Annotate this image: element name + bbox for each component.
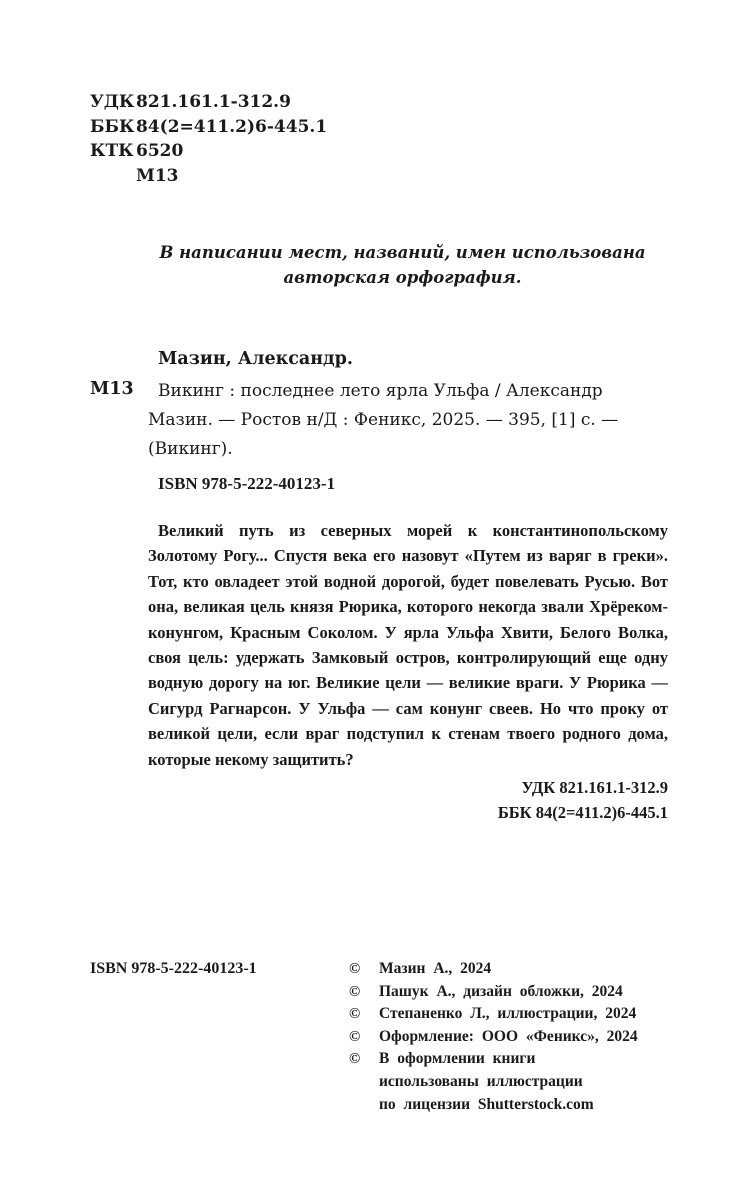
- udk-label: УДК: [90, 92, 135, 112]
- bibliographic-description: [148, 377, 670, 464]
- ktk-row: [90, 139, 327, 164]
- udk-value: 821.161.1-312.9: [136, 92, 291, 112]
- ktk-value: 6520: [136, 141, 184, 161]
- copyright-icon: ©: [349, 1006, 361, 1023]
- bbk-row: [90, 115, 327, 140]
- annotation-bbk: ББК 84(2=411.2)6-445.1: [497, 803, 668, 822]
- spelling-note-line-1: В написании мест, названий, имен использована: [159, 243, 646, 262]
- copyright-continuation: использованы иллюстрации: [379, 1072, 583, 1090]
- author-heading: Мазин, Александр.: [158, 349, 354, 369]
- biblio-line-2: Мазин. — Ростов н/Д : Феникс, 2025. — 395, [1] с. —: [148, 410, 619, 430]
- author-sign-label: М13: [90, 379, 134, 399]
- copyright-item: © В оформлении книги: [349, 1048, 638, 1071]
- footer-isbn: ISBN 978-5-222-40123-1: [90, 960, 257, 977]
- classification-codes: [90, 90, 327, 188]
- author-sign-row: [90, 164, 327, 189]
- copyright-item: © Степаненко Л., иллюстрации, 2024: [349, 1003, 638, 1026]
- copyright-item: © Оформление: ООО «Феникс», 2024: [349, 1026, 638, 1049]
- ktk-label: КТК: [90, 141, 134, 161]
- annotation-codes: [498, 775, 668, 825]
- copyright-icon: ©: [349, 961, 361, 977]
- author-sign: М13: [136, 165, 179, 186]
- copyright-icon: ©: [349, 1028, 361, 1045]
- spelling-note: [150, 240, 655, 290]
- udk-row: [90, 90, 327, 115]
- biblio-line-3: (Викинг).: [148, 439, 233, 459]
- copyright-icon: ©: [349, 1051, 361, 1068]
- copyright-item: © Мазин А., 2024: [349, 958, 638, 981]
- copyright-item: © Пашук А., дизайн обложки, 2024: [349, 981, 638, 1004]
- bbk-value: 84(2=411.2)6-445.1: [136, 116, 328, 137]
- spelling-note-line-2: авторская орфография.: [283, 268, 522, 287]
- isbn: ISBN 978-5-222-40123-1: [158, 474, 336, 493]
- copyright-list: [349, 958, 638, 1116]
- bbk-label: ББК: [90, 116, 135, 137]
- copyright-icon: ©: [349, 983, 361, 1000]
- biblio-line-1: Викинг : последнее лето ярла Ульфа / Александр: [158, 381, 603, 401]
- annotation-udk: УДК 821.161.1-312.9: [521, 778, 668, 797]
- copyright-continuation: по лицензии Shutterstock.com: [379, 1095, 594, 1113]
- annotation-text: Великий путь из северных морей к константинопольскому Золотому Рогу... Спустя века его назовут «Путем из варяг в греки». Тот, кто овладеет этой водной дорогой, будет повелевать Русью. Вот она, великая цель князя Рюрика, которого некогда звали Хрёреком-конунгом, Красным Соколом. У ярла Ульфа Хвити, Белого Волка, своя цель: удержать Замковый остров, контролирующий еще одну водную дорогу на юг. Великие цели — великие враги. У Рюрика — Сигурд Рагнарсон. У Ульфа — сам конунг свеев. Но что проку от великой цели, если враг подступил к стенам твоего родного дома, которые некому защитить?: [148, 521, 668, 769]
